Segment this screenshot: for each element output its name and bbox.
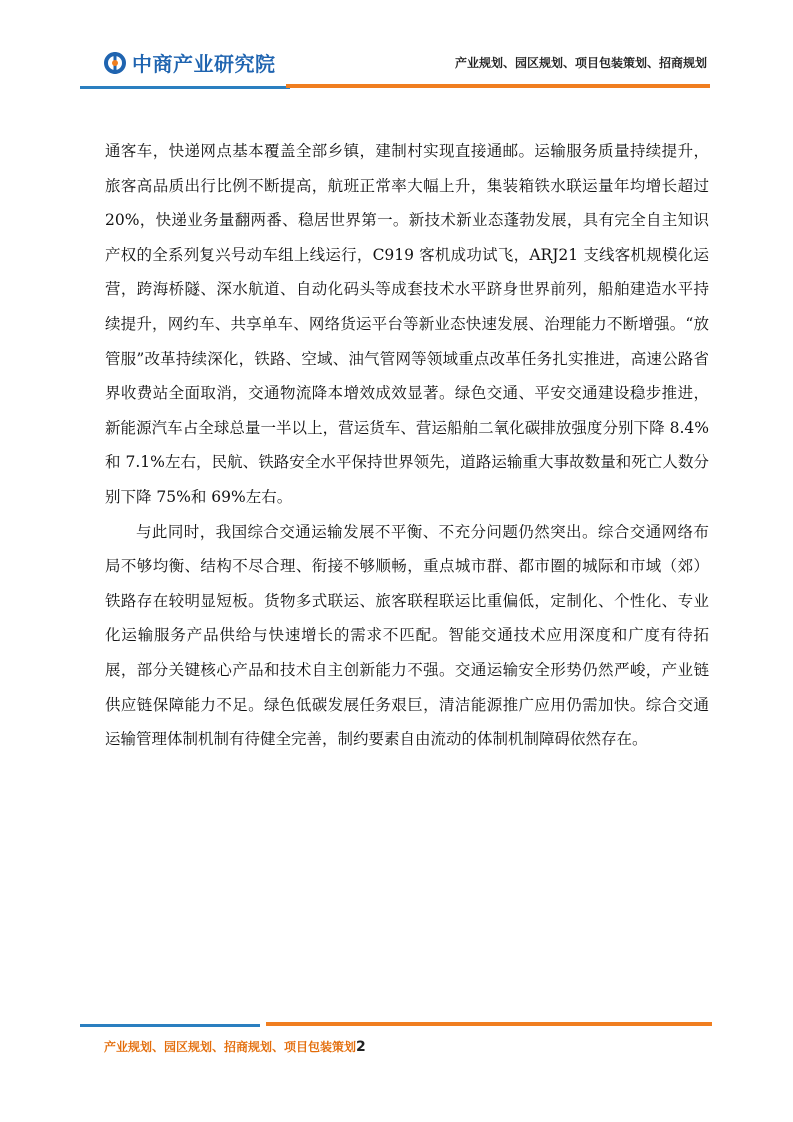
header-divider-blue	[80, 86, 290, 89]
document-body	[105, 134, 709, 757]
logo	[104, 48, 276, 77]
paragraph: 通客车，快递网点基本覆盖全部乡镇，建制村实现直接通邮。运输服务质量持续提升，旅客高品质出行比例不断提高，航班正常率大幅上升，集装箱铁水联运量年均增长超过 20%，快递业务量翻两番、稳居世界第一。新技术新业态蓬勃发展，具有完全自主知识产权的全系列复兴号动车组上线运行，C919 客机成功试飞，ARJ21 支线客机规模化运营，跨海桥隧、深水航道、自动化码头等成套技术水平跻身世界前列，船舶建造水平持续提升，网约车、共享单车、网络货运平台等新业态快速发展、治理能力不断增强。“放管服”改革持续深化，铁路、空域、油气管网等领域重点改革任务扎实推进，高速公路省界收费站全面取消，交通物流降本增效成效显著。绿色交通、平安交通建设稳步推进，新能源汽车占全球总量一半以上，营运货车、营运船舶二氧化碳排放强度分别下降 8.4%和 7.1%左右，民航、铁路安全水平保持世界领先，道路运输重大事故数量和死亡人数分别下降 75%和 69%左右。	[105, 142, 709, 506]
header-tagline: 产业规划、园区规划、项目包装策划、招商规划	[454, 56, 707, 70]
paragraph: 与此同时，我国综合交通运输发展不平衡、不充分问题仍然突出。综合交通网络布局不够均衡、结构不尽合理、衔接不够顺畅，重点城市群、都市圈的城际和市域（郊）铁路存在较明显短板。货物多式联运、旅客联程联运比重偏低，定制化、个性化、专业化运输服务产品供给与快速增长的需求不匹配。智能交通技术应用深度和广度有待拓展，部分关键核心产品和技术自主创新能力不强。交通运输安全形势仍然严峻，产业链供应链保障能力不足。绿色低碳发展任务艰巨，清洁能源推广应用仍需加快。综合交通运输管理体制机制有待健全完善，制约要素自由流动的体制机制障碍依然存在。	[105, 522, 709, 749]
footer-tagline: 产业规划、园区规划、招商规划、项目包装策划	[104, 1040, 357, 1054]
header-divider-orange	[286, 84, 710, 88]
footer-divider-blue	[80, 1024, 260, 1027]
page-header	[0, 0, 793, 90]
logo-icon	[104, 52, 126, 74]
page-footer	[104, 1038, 366, 1055]
footer-divider-orange	[266, 1022, 712, 1026]
page-number: 2	[356, 1039, 366, 1055]
logo-text: 中商产业研究院	[132, 52, 276, 76]
